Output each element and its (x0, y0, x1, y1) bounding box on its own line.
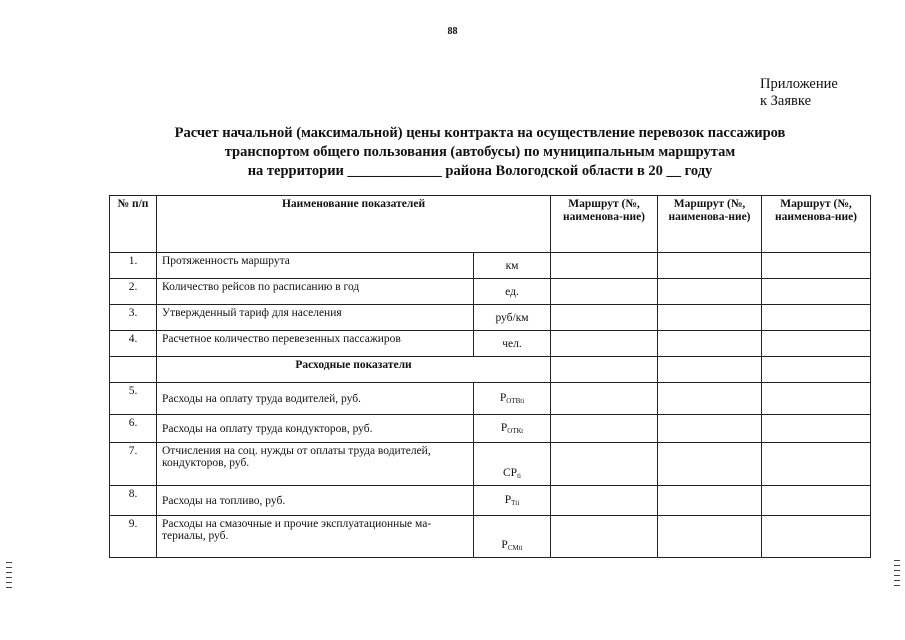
route-cell (551, 253, 658, 279)
header-route-1: Маршрут (№, наименова-ние) (551, 196, 658, 253)
row-name: Утвержденный тариф для населения (157, 305, 474, 331)
unit-symbol: Р (501, 539, 508, 551)
route-cell (658, 443, 762, 486)
section-row (110, 357, 871, 383)
unit-symbol: Р (500, 422, 508, 434)
table-row (110, 443, 871, 486)
route-cell (658, 415, 762, 443)
route-cell (762, 331, 871, 357)
appendix-label (760, 76, 838, 110)
route-cell (551, 331, 658, 357)
row-name: Расходы на смазочные и прочие эксплуатационные ма-териалы, руб. (157, 516, 474, 558)
row-unit (474, 516, 551, 558)
route-cell (551, 383, 658, 415)
unit-symbol: Р (499, 392, 507, 404)
header-route-3: Маршрут (№, наименова-ние) (762, 196, 871, 253)
route-cell (762, 516, 871, 558)
row-number: 6. (110, 415, 157, 443)
unit-subscript: ОТКt (507, 427, 524, 435)
section-heading: Расходные показатели (157, 357, 551, 383)
route-cell (551, 279, 658, 305)
row-number: 7. (110, 443, 157, 486)
route-cell (762, 486, 871, 516)
route-cell (762, 305, 871, 331)
table-header-row (110, 196, 871, 253)
title-line-3: на территории _____________ района Вологодской области в 20 __ году (247, 163, 713, 179)
route-cell (658, 331, 762, 357)
row-number: 1. (110, 253, 157, 279)
row-number: 5. (110, 383, 157, 415)
row-number: 3. (110, 305, 157, 331)
appendix-line-1: Приложение (760, 76, 838, 92)
page-number: 88 (447, 26, 458, 37)
unit-subscript: Тti (511, 499, 520, 507)
title-line-1: Расчет начальной (максимальной) цены контракта на осуществление перевозок пассажиров (174, 125, 786, 141)
unit-subscript: ti (517, 472, 521, 480)
unit-subscript: СМti (507, 544, 523, 552)
route-cell (762, 443, 871, 486)
section-number-cell (110, 357, 157, 383)
row-number: 9. (110, 516, 157, 558)
header-number: № п/п (110, 196, 157, 253)
table-row (110, 279, 871, 305)
table-row (110, 415, 871, 443)
table-row (110, 486, 871, 516)
binding-mark-left (6, 562, 12, 590)
row-unit: чел. (474, 331, 551, 357)
route-cell (551, 305, 658, 331)
header-indicator-name: Наименование показателей (157, 196, 551, 253)
route-cell (658, 383, 762, 415)
header-route-2: Маршрут (№, наименова-ние) (658, 196, 762, 253)
row-name: Расходы на оплату труда кондукторов, руб. (157, 415, 474, 443)
row-unit (474, 486, 551, 516)
route-cell (762, 279, 871, 305)
row-unit: км (474, 253, 551, 279)
unit-symbol: Р (504, 494, 512, 506)
unit-symbol: СР (503, 467, 518, 479)
table-row (110, 305, 871, 331)
route-cell (762, 357, 871, 383)
table-row (110, 516, 871, 558)
row-name: Расчетное количество перевезенных пассажиров (157, 331, 474, 357)
title-line-2: транспортом общего пользования (автобусы) по муниципальным маршрутам (224, 144, 736, 160)
route-cell (762, 415, 871, 443)
row-name: Протяженность маршрута (157, 253, 474, 279)
row-name: Отчисления на соц. нужды от оплаты труда водителей, кондукторов, руб. (157, 443, 474, 486)
table-row (110, 331, 871, 357)
row-unit (474, 415, 551, 443)
route-cell (551, 516, 658, 558)
route-cell (551, 486, 658, 516)
appendix-line-2: к Заявке (760, 93, 812, 109)
route-cell (658, 486, 762, 516)
document-title (120, 124, 840, 181)
route-cell (551, 357, 658, 383)
route-cell (762, 253, 871, 279)
route-cell (551, 415, 658, 443)
route-cell (658, 516, 762, 558)
row-unit (474, 443, 551, 486)
route-cell (658, 253, 762, 279)
route-cell (658, 305, 762, 331)
row-name: Расходы на оплату труда водителей, руб. (157, 383, 474, 415)
row-number: 2. (110, 279, 157, 305)
route-cell (551, 443, 658, 486)
row-name: Количество рейсов по расписанию в год (157, 279, 474, 305)
row-unit (474, 383, 551, 415)
route-cell (658, 279, 762, 305)
table-row (110, 383, 871, 415)
row-unit: ед. (474, 279, 551, 305)
table-row (110, 253, 871, 279)
row-number: 4. (110, 331, 157, 357)
route-cell (658, 357, 762, 383)
price-calculation-table (109, 195, 871, 558)
row-unit: руб/км (474, 305, 551, 331)
binding-mark-right (894, 560, 900, 588)
row-number: 8. (110, 486, 157, 516)
unit-subscript: ОТВti (506, 397, 525, 405)
row-name: Расходы на топливо, руб. (157, 486, 474, 516)
route-cell (762, 383, 871, 415)
